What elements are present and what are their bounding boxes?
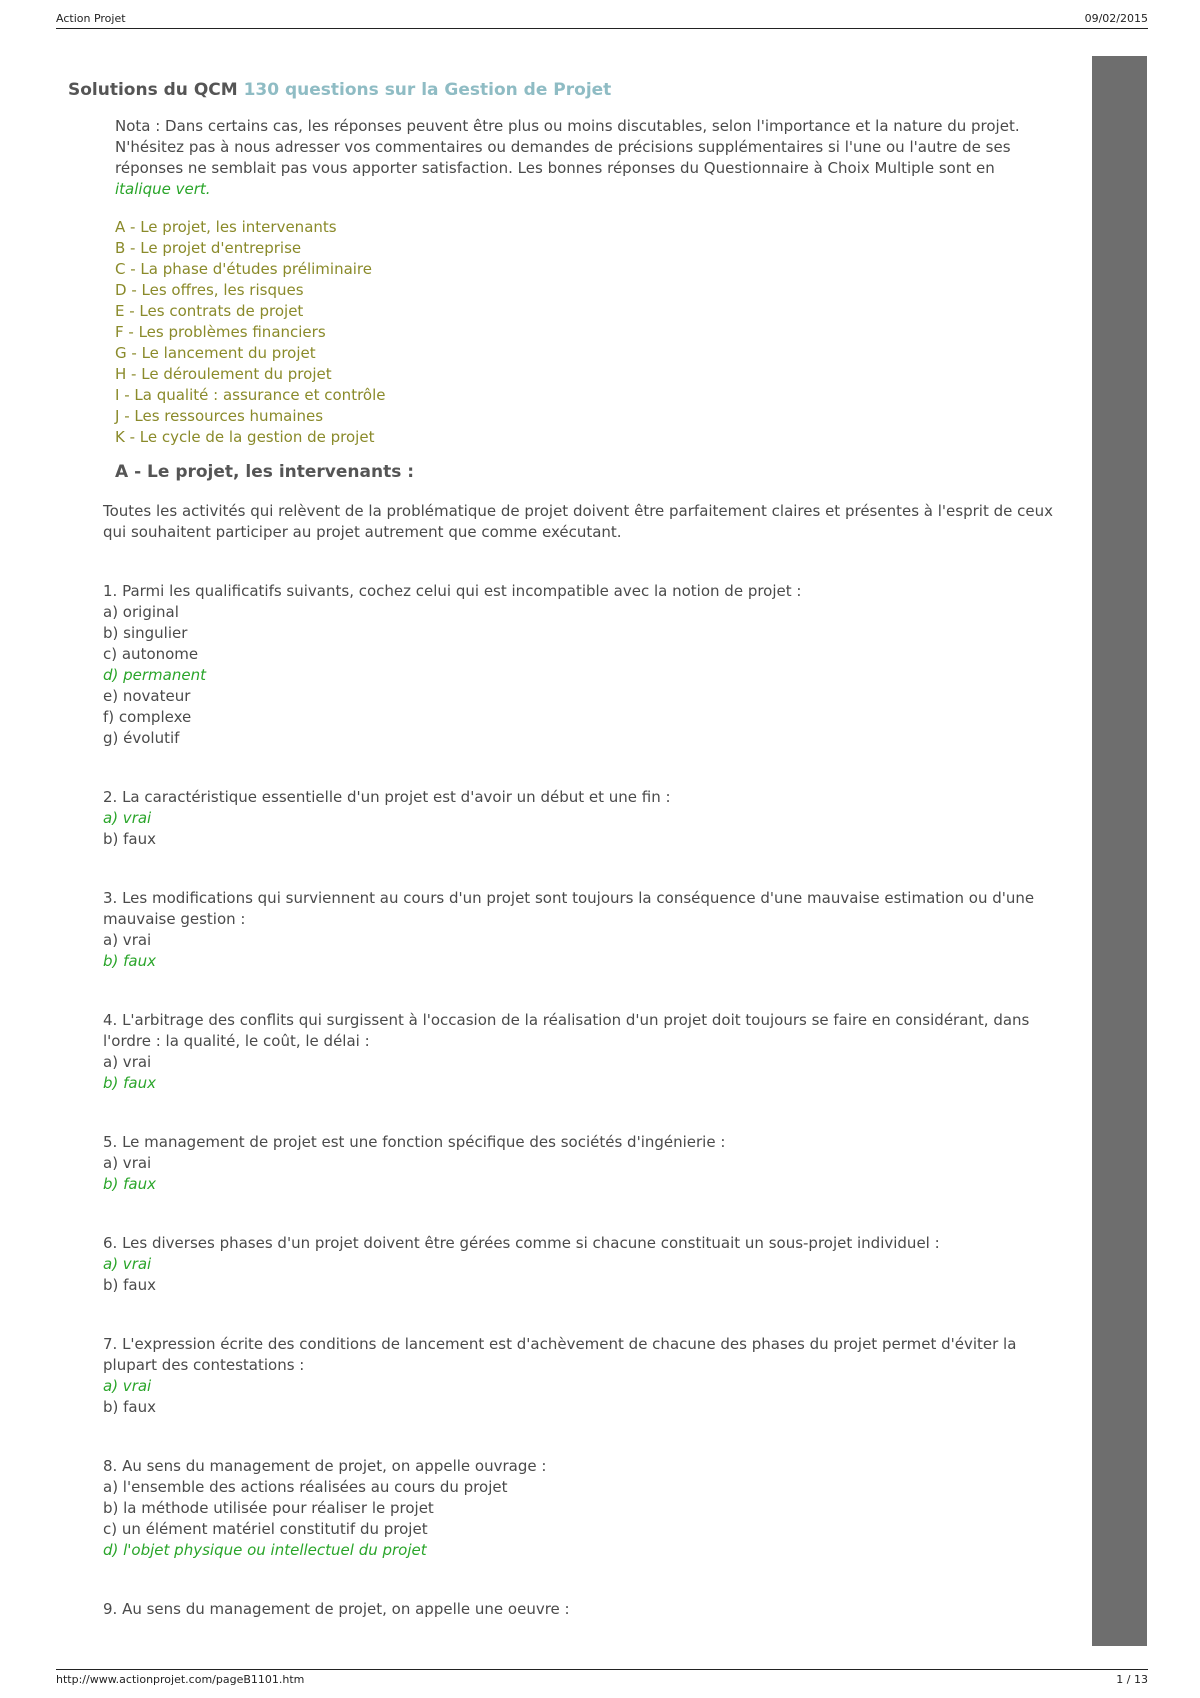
question-text: 4. L'arbitrage des conflits qui surgissent à l'occasion de la réalisation d'un projet doit toujours se faire en considérant, dans l'ordre : la qualité, le coût, le délai : [103, 1011, 1030, 1050]
answer-option: a) vrai [103, 1053, 152, 1071]
toc-item[interactable]: F - Les problèmes financiers [115, 323, 326, 341]
answer-option-correct: b) faux [103, 1074, 156, 1092]
toc-item[interactable]: I - La qualité : assurance et contrôle [115, 386, 386, 404]
page-scrollbar[interactable] [1092, 56, 1147, 1646]
answer-option: a) vrai [103, 1154, 152, 1172]
question [103, 1010, 1063, 1094]
page-content [68, 78, 1068, 1620]
question-text: 8. Au sens du management de projet, on appelle ouvrage : [103, 1457, 547, 1475]
footer-page-number: 1 / 13 [1116, 1673, 1148, 1686]
footer-url[interactable]: http://www.actionprojet.com/pageB1101.htm [56, 1673, 305, 1686]
question [103, 1132, 1063, 1195]
question [103, 1456, 1063, 1561]
question [103, 581, 1063, 749]
question-text: 5. Le management de projet est une fonction spécifique des sociétés d'ingénierie : [103, 1133, 726, 1151]
question-text: 7. L'expression écrite des conditions de lancement est d'achèvement de chacune des phases du projet permet d'éviter la plupart des contestations : [103, 1335, 1017, 1374]
answer-option: e) novateur [103, 687, 191, 705]
answer-option: a) vrai [103, 931, 152, 949]
toc-item[interactable]: B - Le projet d'entreprise [115, 239, 302, 257]
answer-option: f) complexe [103, 708, 192, 726]
footer-divider [56, 1669, 1148, 1670]
toc-item[interactable]: J - Les ressources humaines [115, 407, 324, 425]
answer-option-correct: a) vrai [103, 1377, 152, 1395]
toc-item[interactable]: D - Les offres, les risques [115, 281, 304, 299]
answer-option: b) faux [103, 1276, 156, 1294]
question [103, 787, 1063, 850]
title-prefix: Solutions du QCM [68, 80, 238, 100]
question [103, 1599, 1063, 1620]
answer-option: c) autonome [103, 645, 199, 663]
question-text: 1. Parmi les qualificatifs suivants, cochez celui qui est incompatible avec la notion de projet : [103, 582, 802, 600]
toc-item[interactable]: C - La phase d'études préliminaire [115, 260, 372, 278]
question [103, 1233, 1063, 1296]
section-heading: A - Le projet, les intervenants : [115, 462, 415, 482]
nota-paragraph [115, 116, 1055, 200]
answer-option-correct: b) faux [103, 952, 156, 970]
question [103, 1334, 1063, 1418]
toc-item[interactable]: E - Les contrats de projet [115, 302, 304, 320]
title-accent: 130 questions sur la Gestion de Projet [243, 80, 612, 100]
answer-option-correct: b) faux [103, 1175, 156, 1193]
nota-text: Nota : Dans certains cas, les réponses peuvent être plus ou moins discutables, selon l'importance et la nature du projet. N'hésitez pas à nous adresser vos commentaires ou demandes de précisions supplémentaires si l'une ou l'autre de ses réponses ne semblait pas vous apporter satisfaction. Les bonnes réponses du Questionnaire à Choix Multiple sont en [115, 117, 1020, 177]
section-intro: Toutes les activités qui relèvent de la problématique de projet doivent être parfaitement claires et présentes à l'esprit de ceux qui souhaitent participer au projet autrement que comme exécutant. [103, 502, 1053, 541]
header-divider [56, 28, 1148, 29]
answer-option: b) la méthode utilisée pour réaliser le projet [103, 1499, 434, 1517]
answer-option: a) l'ensemble des actions réalisées au cours du projet [103, 1478, 508, 1496]
answer-option-correct: d) permanent [103, 666, 206, 684]
answer-option: b) singulier [103, 624, 188, 642]
answer-option: b) faux [103, 830, 156, 848]
question [103, 888, 1063, 972]
answer-option: a) original [103, 603, 179, 621]
toc-item[interactable]: G - Le lancement du projet [115, 344, 316, 362]
nota-green-text: italique vert. [115, 180, 211, 198]
answer-option: b) faux [103, 1398, 156, 1416]
page-title [68, 78, 1068, 102]
question-text: 9. Au sens du management de projet, on appelle une oeuvre : [103, 1600, 570, 1618]
toc-item[interactable]: A - Le projet, les intervenants [115, 218, 337, 236]
question-text: 6. Les diverses phases d'un projet doivent être gérées comme si chacune constituait un sous-projet individuel : [103, 1234, 940, 1252]
answer-option-correct: a) vrai [103, 809, 152, 827]
question-text: 3. Les modifications qui surviennent au cours d'un projet sont toujours la conséquence d'une mauvaise estimation ou d'une mauvaise gestion : [103, 889, 1035, 928]
header-date: 09/02/2015 [1084, 12, 1148, 25]
toc-item[interactable]: K - Le cycle de la gestion de projet [115, 428, 375, 446]
answer-option-correct: a) vrai [103, 1255, 152, 1273]
answer-option: g) évolutif [103, 729, 180, 747]
answer-option-correct: d) l'objet physique ou intellectuel du projet [103, 1541, 427, 1559]
answer-option: c) un élément matériel constitutif du projet [103, 1520, 428, 1538]
toc-item[interactable]: H - Le déroulement du projet [115, 365, 332, 383]
table-of-contents [115, 217, 1068, 448]
question-list [68, 581, 1068, 1620]
header-site: Action Projet [56, 12, 126, 25]
question-text: 2. La caractéristique essentielle d'un projet est d'avoir un début et une fin : [103, 788, 671, 806]
